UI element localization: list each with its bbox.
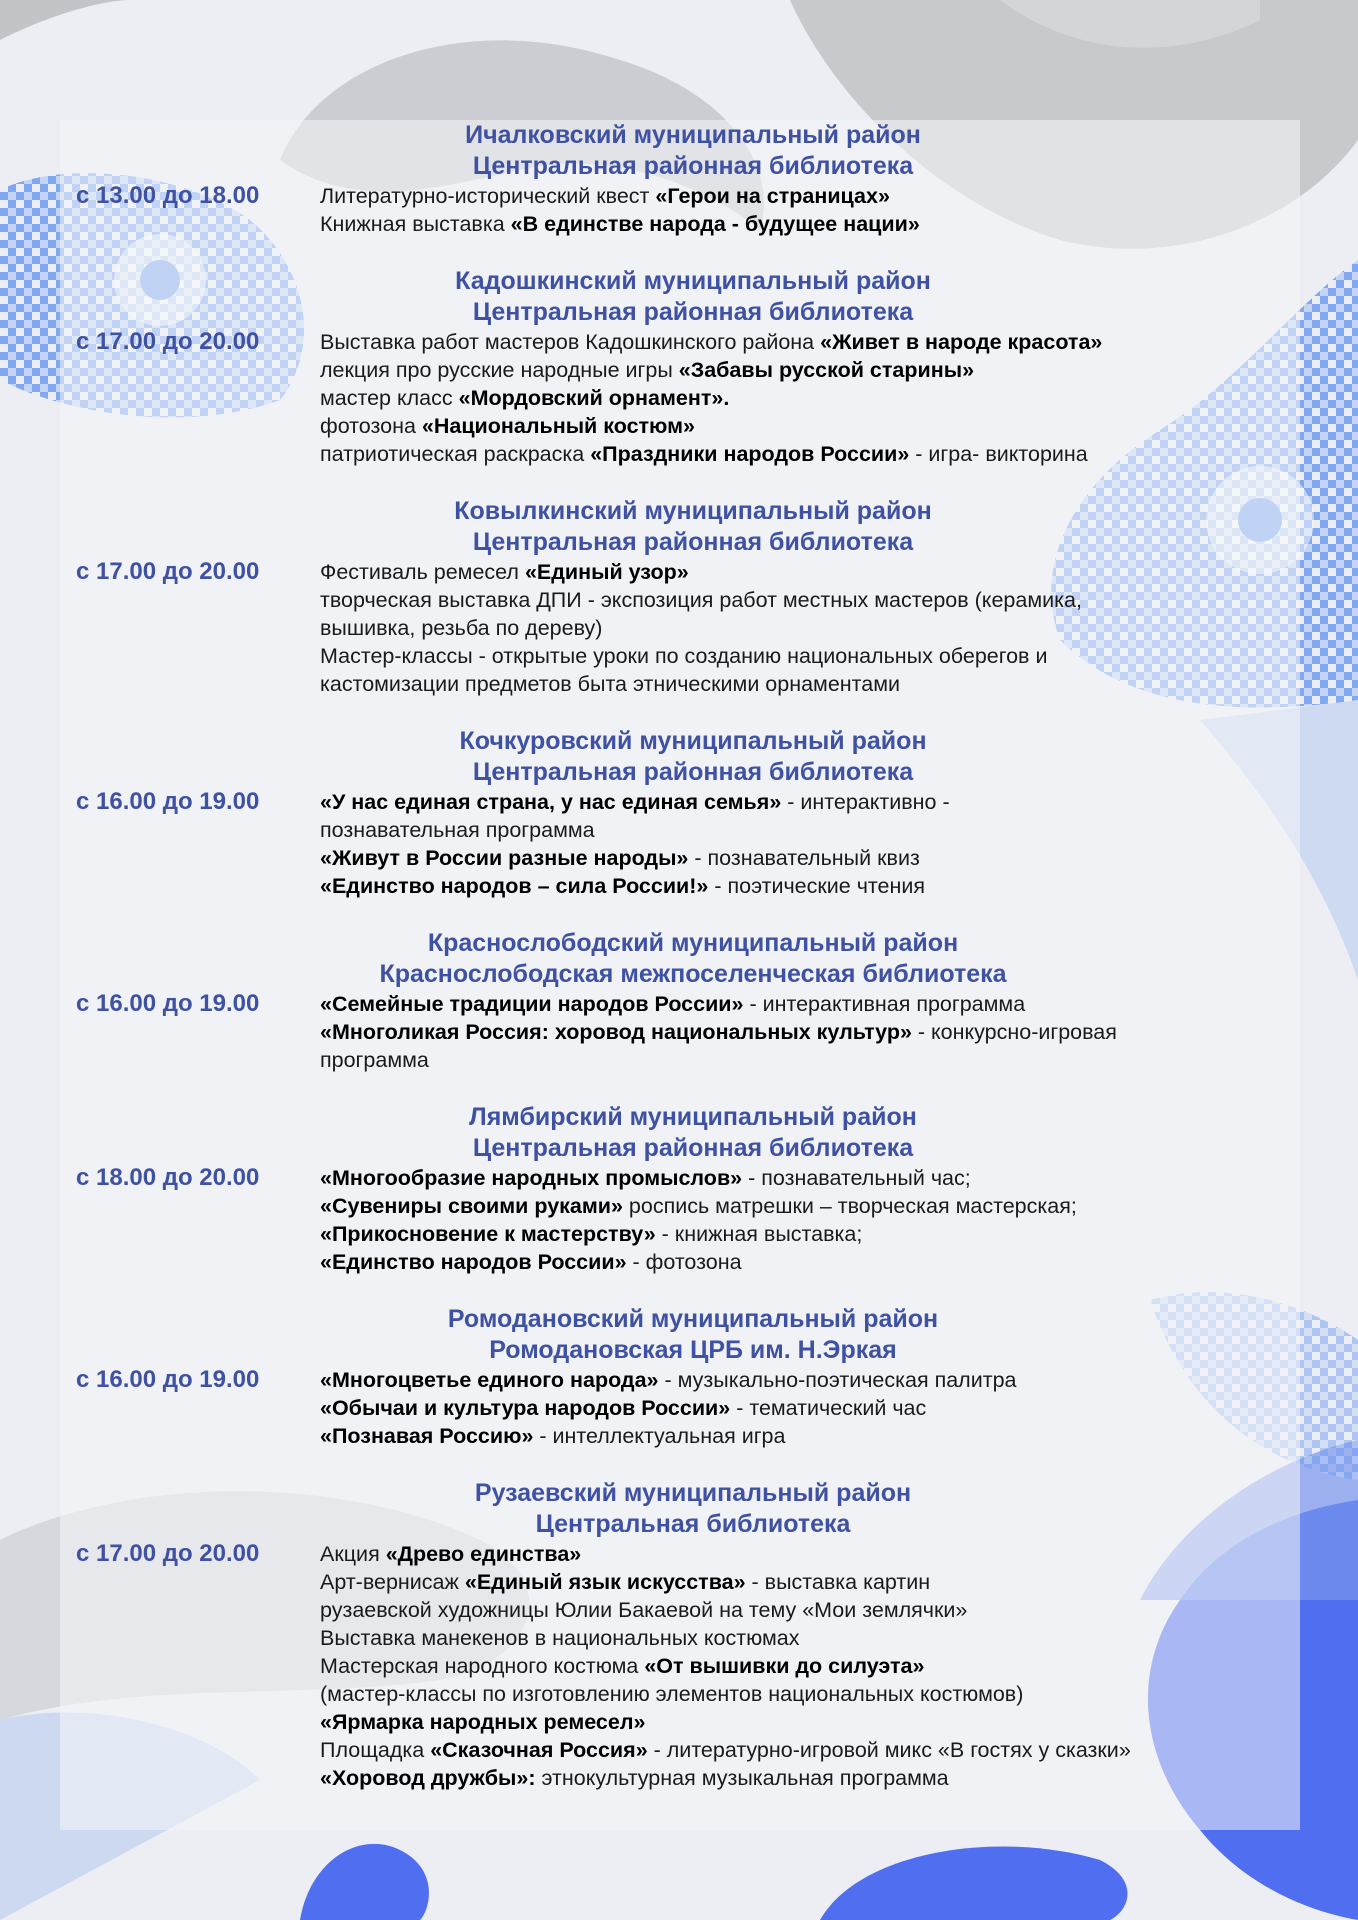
event-list [320, 182, 1320, 238]
event-time: с 16.00 до 19.00 [76, 1366, 260, 1393]
event-text: - фотозона [626, 1250, 742, 1274]
event-line [320, 1220, 1320, 1248]
event-line [320, 1018, 1320, 1046]
event-title: «Древо единства» [385, 1542, 582, 1566]
district-title: Краснослободский муниципальный район [427, 929, 959, 957]
event-time: с 16.00 до 19.00 [76, 990, 260, 1017]
event-title: «Хоровод дружбы»: [320, 1766, 536, 1790]
library-title: Центральная районная библиотека [472, 528, 914, 556]
event-title: «Сувениры своими руками» [320, 1194, 623, 1218]
district-section [0, 1304, 1358, 1450]
district-title: Лямбирский муниципальный район [469, 1103, 917, 1131]
event-line [320, 1624, 1320, 1652]
event-time: с 17.00 до 20.00 [76, 558, 260, 585]
district-title: Ромодановский муниципальный район [447, 1305, 939, 1333]
event-text: (мастер-классы по изготовлению элементов национальных костюмов) [320, 1682, 1024, 1706]
event-title: «Праздники народов России» [590, 442, 910, 466]
event-line [320, 328, 1320, 356]
event-time: с 18.00 до 20.00 [76, 1164, 260, 1191]
event-time: с 16.00 до 19.00 [76, 788, 260, 815]
event-title: «Познавая Россию» [320, 1424, 534, 1448]
district-section [0, 120, 1358, 238]
event-line [320, 872, 1320, 900]
library-title: Центральная районная библиотека [472, 298, 914, 326]
event-text: вышивка, резьба по дереву) [320, 616, 603, 640]
event-title: «Семейные традиции народов России» [320, 992, 744, 1016]
event-text: рузаевской художницы Юлии Бакаевой на тему «Мои землячки» [320, 1598, 968, 1622]
event-title: «Живет в народе красота» [820, 330, 1103, 354]
district-section [0, 1102, 1358, 1276]
event-line [320, 642, 1320, 670]
event-line [320, 384, 1320, 412]
event-title: «Единство народов России» [320, 1250, 627, 1274]
district-section [0, 496, 1358, 698]
event-list [320, 1540, 1320, 1792]
library-title: Центральная районная библиотека [472, 758, 914, 786]
event-title: «Сказочная Россия» [430, 1738, 648, 1762]
event-list [320, 1164, 1320, 1276]
event-text: Арт-вернисаж [320, 1570, 465, 1594]
event-title: «Единство народов – сила России!» [320, 874, 709, 898]
event-text: познавательная программа [320, 818, 595, 842]
event-line [320, 182, 1320, 210]
library-title: Центральная районная библиотека [472, 1134, 914, 1162]
event-time: с 13.00 до 18.00 [76, 182, 260, 209]
event-line [320, 412, 1320, 440]
event-text: - интеллектуальная игра [533, 1424, 786, 1448]
event-title: «Прикосновение к мастерству» [320, 1222, 656, 1246]
event-title: «Многообразие народных промыслов» [320, 1166, 743, 1190]
event-text: - музыкально-поэтическая палитра [658, 1368, 1017, 1392]
event-list [320, 788, 1320, 900]
event-title: «От вышивки до силуэта» [644, 1654, 925, 1678]
event-text: - интерактивно - [781, 790, 950, 814]
event-text: - познавательный час; [742, 1166, 971, 1190]
library-title: Центральная районная библиотека [472, 152, 914, 180]
district-section [0, 928, 1358, 1074]
event-text: кастомизации предметов быта этническими орнаментами [320, 672, 901, 696]
event-line [320, 1394, 1320, 1422]
event-text: этнокультурная музыкальная программа [535, 1766, 949, 1790]
district-title: Ковылкинский муниципальный район [454, 497, 932, 525]
library-title: Ромодановская ЦРБ им. Н.Эркая [489, 1336, 897, 1364]
event-title: «Ярмарка народных ремесел» [320, 1710, 646, 1734]
event-line [320, 210, 1320, 238]
event-text: - тематический час [730, 1396, 927, 1420]
event-line [320, 1248, 1320, 1276]
event-text: - игра- викторина [909, 442, 1088, 466]
event-line [320, 614, 1320, 642]
event-text: программа [320, 1048, 429, 1072]
event-list [320, 558, 1320, 698]
event-title: «Многоликая Россия: хоровод национальных культур» [320, 1020, 912, 1044]
event-line [320, 1046, 1320, 1074]
event-line [320, 1736, 1320, 1764]
district-title: Кочкуровский муниципальный район [459, 727, 927, 755]
event-line [320, 1680, 1320, 1708]
event-title: «В единстве народа - будущее нации» [510, 212, 920, 236]
event-text: Фестиваль ремесел [320, 560, 525, 584]
event-title: «Забавы русской старины» [678, 358, 975, 382]
event-text: Выставка манекенов в национальных костюмах [320, 1626, 800, 1650]
event-text: - познавательный квиз [688, 846, 920, 870]
event-line [320, 586, 1320, 614]
event-line [320, 1596, 1320, 1624]
event-line [320, 356, 1320, 384]
event-line [320, 1568, 1320, 1596]
event-title: «У нас единая страна, у нас единая семья» [320, 790, 782, 814]
district-title: Ичалковский муниципальный район [465, 121, 921, 149]
event-line [320, 990, 1320, 1018]
district-title: Рузаевский муниципальный район [474, 1479, 912, 1507]
event-text: роспись матрешки – творческая мастерская; [622, 1194, 1077, 1218]
event-title: «Единый узор» [524, 560, 689, 584]
event-line [320, 670, 1320, 698]
event-line [320, 1708, 1320, 1736]
event-text: Книжная выставка [320, 212, 511, 236]
event-text: Акция [320, 1542, 386, 1566]
event-line [320, 558, 1320, 586]
event-title: «Живут в России разные народы» [320, 846, 689, 870]
event-title: «Многоцветье единого народа» [320, 1368, 659, 1392]
library-title: Центральная библиотека [535, 1510, 851, 1538]
event-line [320, 1652, 1320, 1680]
event-text: Площадка [320, 1738, 431, 1762]
library-title: Краснослободская межпоселенческая библиотека [379, 960, 1007, 988]
event-line [320, 1764, 1320, 1792]
event-list [320, 328, 1320, 468]
district-section [0, 266, 1358, 468]
event-text: патриотическая раскраска [320, 442, 591, 466]
event-text: Литературно-исторический квест [320, 184, 656, 208]
event-text: Мастер-классы - открытые уроки по созданию национальных оберегов и [320, 644, 1048, 668]
event-text: мастер класс [320, 386, 459, 410]
event-line [320, 1366, 1320, 1394]
event-text: - выставка картин [745, 1570, 931, 1594]
event-title: «Обычаи и культура народов России» [320, 1396, 731, 1420]
event-text: Мастерская народного костюма [320, 1654, 645, 1678]
event-text: Выставка работ мастеров Кадошкинского района [320, 330, 821, 354]
event-text: - литературно-игровой микс «В гостях у сказки» [647, 1738, 1131, 1762]
event-time: с 17.00 до 20.00 [76, 328, 260, 355]
event-line [320, 1540, 1320, 1568]
event-line [320, 1192, 1320, 1220]
district-title: Кадошкинский муниципальный район [455, 267, 931, 295]
event-text: лекция про русские народные игры [320, 358, 679, 382]
event-text: творческая выставка ДПИ - экспозиция работ местных мастеров (керамика, [320, 588, 1082, 612]
event-line [320, 1422, 1320, 1450]
event-list [320, 1366, 1320, 1450]
event-text: - конкурсно-игровая [911, 1020, 1117, 1044]
event-title: «Национальный костюм» [421, 414, 695, 438]
event-list [320, 990, 1320, 1074]
event-title: «Герои на страницах» [655, 184, 890, 208]
event-line [320, 788, 1320, 816]
event-text: - интерактивная программа [743, 992, 1026, 1016]
event-line [320, 1164, 1320, 1192]
event-text: - поэтические чтения [708, 874, 925, 898]
district-section [0, 726, 1358, 900]
event-text: - книжная выставка; [655, 1222, 863, 1246]
event-title: «Единый язык искусства» [464, 1570, 746, 1594]
district-section [0, 1478, 1358, 1792]
event-schedule [0, 120, 1358, 1820]
event-text: фотозона [320, 414, 422, 438]
event-title: «Мордовский орнамент». [458, 386, 730, 410]
event-line [320, 844, 1320, 872]
event-time: с 17.00 до 20.00 [76, 1540, 260, 1567]
event-line [320, 440, 1320, 468]
event-line [320, 816, 1320, 844]
